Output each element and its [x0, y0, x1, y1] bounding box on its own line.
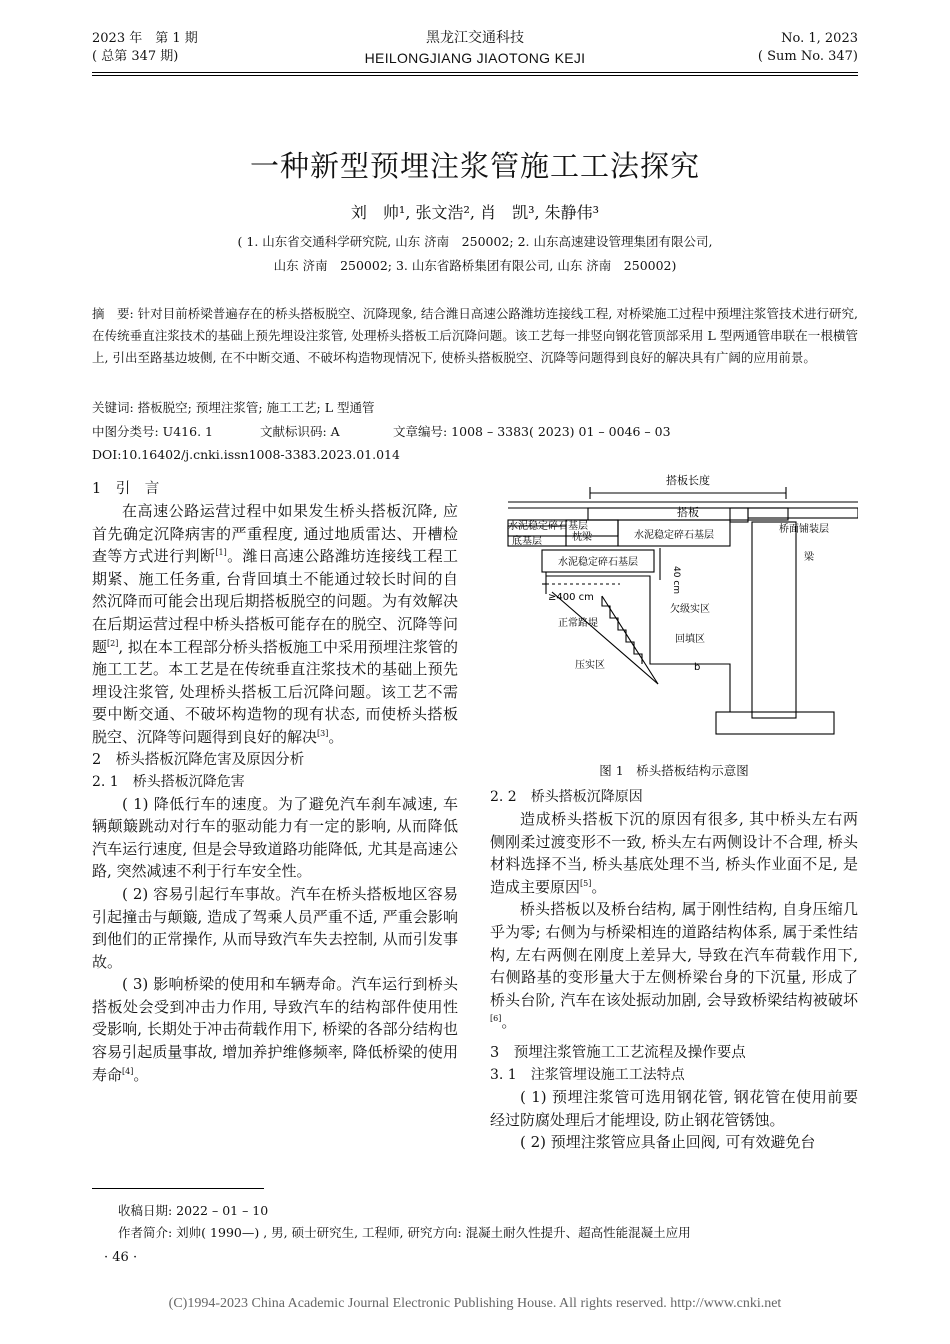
backfill-label: 回填区 — [675, 634, 705, 645]
intro-text-c: , 拟在本工程部分桥头搭板施工中采用预埋注浆管的施工工艺。本工艺是在传统垂直注浆技术的基础上预先埋设注浆管, 处理桥头搭板工后沉降问题。该工艺不需要中断交通、不破坏构造物的现有状态, 而使桥头搭板脱空、沉降等问题得到良好的解决 — [92, 637, 458, 746]
article-number: 文章编号: 1008 – 3383( 2023) 01 – 0046 – 03 — [393, 424, 671, 439]
cause-2-end: 。 — [501, 1013, 517, 1032]
section-2-heading: 2 桥头搭板沉降危害及原因分析 — [92, 751, 305, 768]
intro-paragraph — [92, 500, 458, 749]
cause-paragraph-2 — [490, 898, 858, 1034]
page-number: · 46 · — [104, 1250, 138, 1265]
section-2-2-heading: 2. 2 桥头搭板沉降原因 — [490, 789, 643, 805]
cause-1-text: 造成桥头搭板下沉的原因有很多, 其中桥头左右两侧刚柔过渡变形不一致, 桥头左右两侧设计不合理, 桥头材料选择不当, 桥头基底处理不当, 桥头作业面不足, 是造成主要原因 — [490, 810, 858, 896]
feature-2: ( 2) 预埋注浆管应具备止回阀, 可有效避免台 — [520, 1133, 816, 1152]
header-rule — [92, 72, 858, 73]
hazard-3-end: 。 — [133, 1065, 149, 1084]
subbase-label: 底基层 — [512, 536, 542, 547]
dim-400cm-label: ≥400 cm — [548, 592, 594, 603]
footnote-rule — [92, 1188, 264, 1189]
affiliation-line-1: ( 1. 山东省交通科学研究院, 山东 济南 250002; 2. 山东高速建设管理集团有限公司, — [237, 234, 713, 249]
cement-base-top-label: 水泥稳定碎石基层 — [508, 521, 588, 532]
issue-line: 2023 年 第 1 期 — [92, 31, 198, 46]
hazard-2: ( 2) 容易引起行车事故。汽车在桥头搭板地区容易引起撞击与颠簸, 造成了驾乘人员严重不适, 严重会影响到他们的正常操作, 从而导致汽车失去控制, 从而引发事故。 — [92, 884, 458, 971]
cause-1-end: 。 — [591, 877, 607, 896]
keywords: 关键词: 搭板脱空; 预埋注浆管; 施工工艺; L 型通管 — [92, 400, 375, 415]
citation-4: [4] — [122, 1066, 134, 1076]
slab-label: 搭板 — [677, 506, 699, 519]
normal-embankment-label: 正常路堤 — [558, 618, 598, 629]
deck-pavement-label: 桥面铺装层 — [779, 524, 829, 535]
section-3-heading: 3 预埋注浆管施工工艺流程及操作要点 — [490, 1044, 746, 1061]
intro-text-a: 在高速公路运营过程中如果发生桥头搭板沉降, 应首先确定沉降病害的严重程度, 通过地质雷达、开槽检查等方式进行判断 — [92, 502, 458, 566]
author-bio: 作者简介: 刘帅( 1990—) , 男, 硕士研究生, 工程师, 研究方向: 混凝土耐久性提升、超高性能混凝土应用 — [118, 1225, 691, 1240]
cause-paragraph-1 — [490, 808, 858, 898]
beam-label: 梁 — [804, 552, 814, 563]
citation-6: [6] — [490, 1014, 502, 1024]
section-1-heading: 1 引 言 — [92, 481, 160, 497]
right-column — [490, 786, 858, 1154]
doi: DOI:10.16402/j.cnki.issn1008-3383.2023.01.014 — [92, 447, 400, 462]
b-label: b — [694, 662, 701, 673]
cement-base-mid-label: 水泥稳定碎石基层 — [634, 530, 714, 541]
received-date: 收稿日期: 2022 – 01 – 10 — [118, 1203, 269, 1218]
under-compacted-label: 欠级实区 — [670, 604, 710, 615]
author-list: 刘 帅¹, 张文浩², 肖 凯³, 朱静伟³ — [350, 203, 600, 222]
citation-2: [2] — [107, 638, 119, 648]
document-code: 文献标识码: A — [260, 424, 340, 439]
intro-text-d: 。 — [328, 727, 344, 746]
paper-title: 一种新型预埋注浆管施工工法探究 — [249, 149, 700, 183]
abstract: 摘 要: 针对目前桥梁普遍存在的桥头搭板脱空、沉降现象, 结合潍日高速公路潍坊连接线工程, 对桥梁施工过程中预埋注浆管技术进行研究, 在传统垂直注浆技术的基础上预先埋设注浆管, 处理桥头搭板工后沉降问题。该工艺每一排竖向钢花管顶部采用 L 型两通管串联在一根横管上, 引出至路基边坡侧, 在不中断交通、不破坏构造物现情况下, 使桥头搭板脱空、沉降等问题得到良好的解决具有广阔的应用前景。 — [92, 306, 858, 365]
sleeper-beam-label: 枕梁 — [572, 532, 592, 543]
figure-1 — [490, 468, 858, 768]
hazard-3 — [92, 973, 458, 1086]
issue-number-en: No. 1, 2023 — [781, 31, 858, 46]
hazard-1: ( 1) 降低行车的速度。为了避免汽车刹车减速, 车辆颠簸跳动对行车的驱动能力有一定的影响, 从而降低汽车运行速度, 但是会导致道路功能降低, 尤其是高速公路, 突然减速不利于行车安全性。 — [92, 794, 458, 881]
header-right — [758, 30, 858, 66]
section-2-1-heading: 2. 1 桥头搭板沉降危害 — [92, 773, 245, 790]
figure-1-caption: 图 1 桥头搭板结构示意图 — [599, 763, 749, 778]
citation-3: [3] — [317, 728, 329, 738]
affiliation-line-2: 山东 济南 250002; 3. 山东省路桥集团有限公司, 山东 济南 250002) — [273, 258, 677, 273]
feature-1: ( 1) 预埋注浆管可选用钢花管, 钢花管在使用前要经过防腐处理后才能埋设, 防止钢花管锈蚀。 — [490, 1087, 858, 1129]
dim-40cm-label: 40 cm — [671, 566, 681, 595]
header-rule-2 — [92, 75, 858, 76]
cause-2-text: 桥头搭板以及桥台结构, 属于刚性结构, 自身压缩几乎为零; 右侧为与桥梁相连的道路结构体系, 属于柔性结构, 左右两侧在刚度上差异大, 导致在汽车荷载作用下, 右侧路基的变形量大于左侧桥梁台身的下沉量, 形成了桥头台阶, 汽车在该处振动加剧, 会导致桥梁结构被破坏 — [490, 900, 858, 1009]
classification-number: 中图分类号: U416. 1 — [92, 424, 213, 439]
bridge-approach-slab-diagram — [490, 468, 858, 768]
intro-text-b: 。潍日高速公路潍坊连接线工程工期紧、施工任务重, 台背回填土不能通过较长时间的自然沉降而可能会出现后期搭板脱空的问题。为有效解决在后期运营过程中桥头搭板可能存在的脱空、沉降等问题 — [92, 547, 458, 656]
slab-length-label: 搭板长度 — [666, 474, 710, 487]
hazard-3-text: ( 3) 影响桥梁的使用和车辆寿命。汽车运行到桥头搭板处会受到冲击力作用, 导致汽车的结构部件使用性受影响, 长期处于冲击荷载作用下, 桥梁的各部分结构也容易引起质量事故, 增加养护维修频率, 降低桥梁的使用寿命 — [92, 975, 458, 1084]
citation-1: [1] — [215, 548, 227, 558]
copyright-notice: (C)1994-2023 China Academic Journal Electronic Publishing House. All rights reserved. http://www.cnki.net — [168, 1296, 782, 1311]
section-3-1-heading: 3. 1 注浆管埋设施工工法特点 — [490, 1066, 685, 1083]
journal-name-en: HEILONGJIANG JIAOTONG KEJI — [364, 50, 586, 66]
total-issue-line: ( 总第 347 期) — [92, 49, 179, 64]
left-column — [92, 478, 458, 1086]
citation-5: [5] — [580, 878, 592, 888]
compacted-label: 压实区 — [575, 660, 605, 671]
cement-base-low-label: 水泥稳定碎石基层 — [558, 557, 638, 568]
sum-number-en: ( Sum No. 347) — [757, 49, 858, 64]
journal-name-cn: 黑龙江交通科技 — [426, 30, 524, 46]
